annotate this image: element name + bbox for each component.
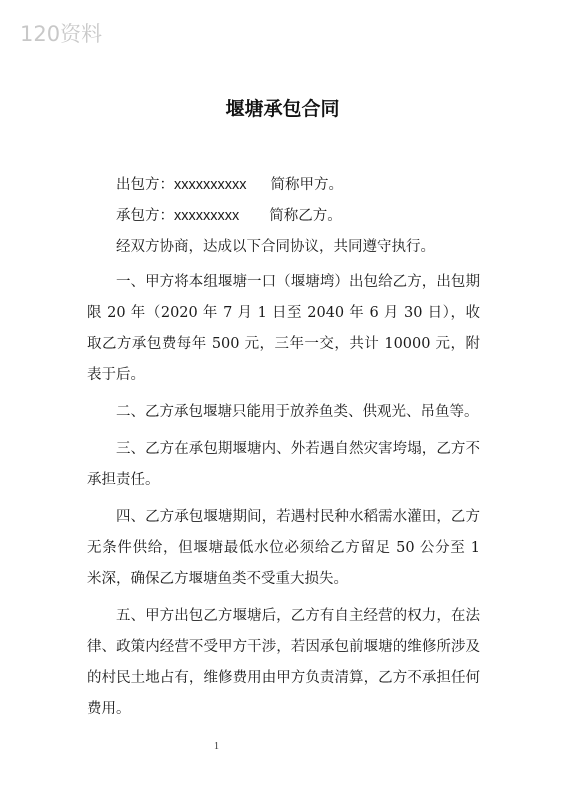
lessee-alias: 简称乙方。	[269, 208, 342, 224]
clause-4: 四、乙方承包堰塘期间，若遇村民种水稻需水灌田，乙方无条件供给，但堰塘最低水位必须给乙方留足 50 公分至 1 米深，确保乙方堰塘鱼类不受重大损失。	[87, 509, 480, 587]
lessee-name: xxxxxxxxx	[174, 208, 240, 224]
lessee-label: 承包方：	[116, 208, 174, 224]
contract-body	[87, 170, 480, 731]
intro-paragraph: 经双方协商，达成以下合同协议，共同遵守执行。	[116, 239, 435, 255]
watermark: 120资料	[20, 22, 103, 46]
clause-3: 三、乙方在承包期堰塘内、外若遇自然灾害垮塌，乙方不承担责任。	[87, 441, 480, 488]
lessor-alias: 简称甲方。	[270, 177, 343, 193]
document-title: 堰塘承包合同	[225, 98, 340, 120]
clause-1: 一、甲方将本组堰塘一口（堰塘塆）出包给乙方，出包期限 20 年（2020 年 7 月 1 日至 2040 年 6 月 30 日），收取乙方承包费每年 500 元，三年一交，共计 10000 元，附表于后。	[87, 274, 480, 383]
lessor-line	[87, 170, 480, 201]
lessor-name: xxxxxxxxxx	[174, 177, 247, 193]
clause-2: 二、乙方承包堰塘只能用于放养鱼类、供观光、吊鱼等。	[116, 404, 479, 420]
lessor-label: 出包方：	[116, 177, 174, 193]
clause-5: 五、甲方出包乙方堰塘后，乙方有自主经营的权力，在法律、政策内经营不受甲方干涉，若因承包前堰塘的维修所涉及的村民土地占有，维修费用由甲方负责清算，乙方不承担任何费用。	[87, 608, 480, 717]
lessee-line	[87, 201, 480, 232]
page-number: 1	[214, 741, 219, 752]
